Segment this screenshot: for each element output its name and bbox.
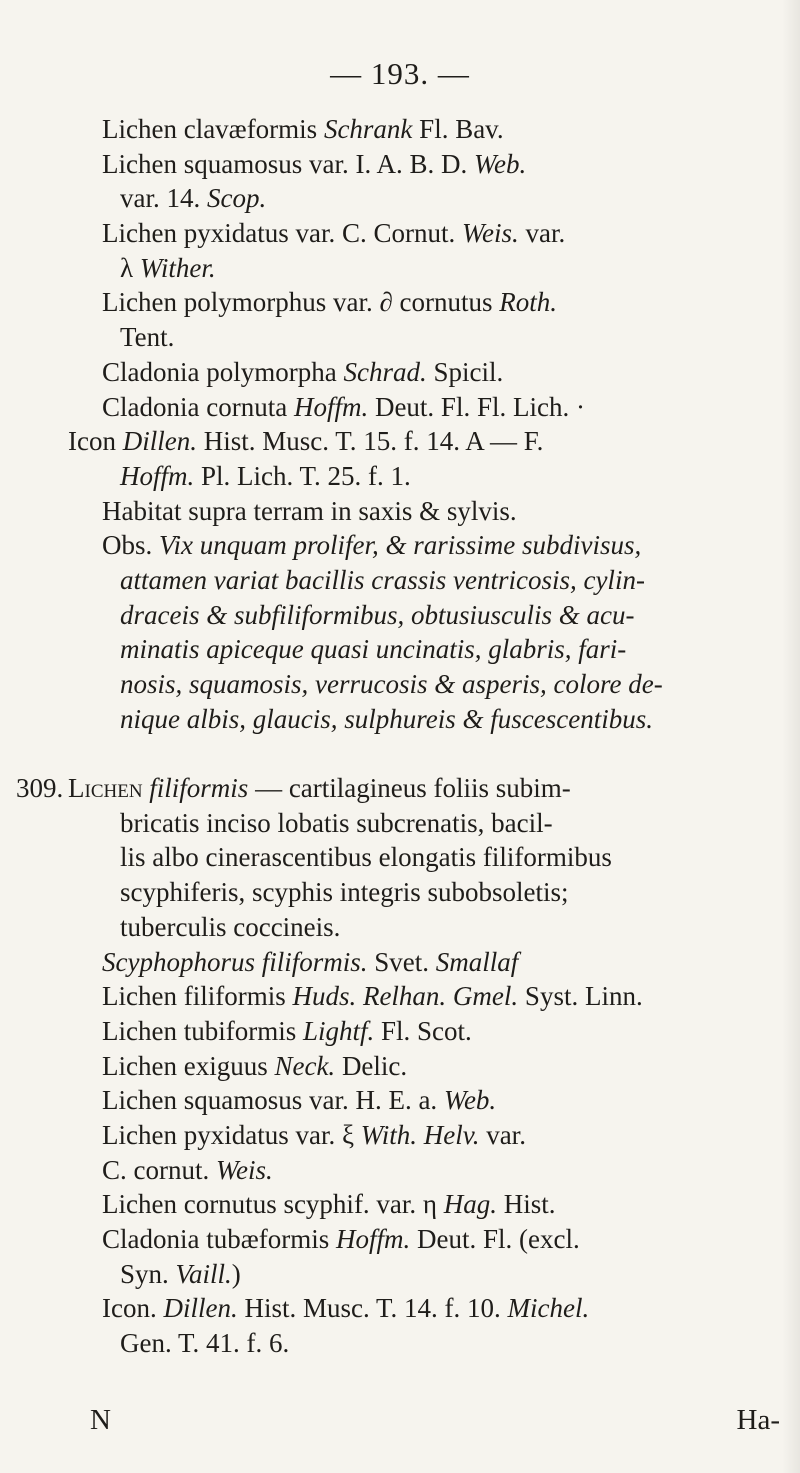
text-segment: Lichen cornutus scyphif. var. η [102, 1189, 444, 1220]
italic-text: Dillen. [122, 426, 197, 457]
text-segment: bricatis inciso lobatis subcrenatis, bacil- [120, 807, 553, 838]
text-line [68, 285, 773, 320]
text-segment: scyphiferis, scyphis integris subobsoletis; [120, 877, 569, 908]
text-segment: Lichen [68, 773, 150, 804]
text-line [68, 1083, 773, 1118]
text-line [68, 1291, 773, 1326]
text-segment: Lichen clavæformis [102, 114, 324, 144]
text-segment: Lichen polymorphus var. ∂ cornutus [102, 287, 500, 318]
text-segment: Icon [68, 426, 123, 457]
text-segment: Cladonia polymorpha [102, 356, 344, 387]
line-gap [68, 736, 773, 771]
text-segment: Deut. Fl. Fl. Lich. · [368, 391, 585, 422]
italic-text: Vaill. [175, 1258, 232, 1289]
italic-text: Web. [473, 148, 527, 179]
italic-text: Schrank [323, 114, 413, 144]
text-segment: var. 14. [120, 183, 207, 214]
text-segment: Hist. Musc. T. 15. f. 14. A — F. [196, 426, 544, 457]
text-segment: C. cornut. [102, 1154, 216, 1185]
italic-text: Michel. [507, 1293, 590, 1324]
italic-text: Web. [443, 1085, 497, 1116]
text-line [68, 875, 773, 910]
text-line [68, 181, 773, 216]
text-segment: Cladonia tubæformis [102, 1224, 336, 1254]
text-line [68, 251, 773, 286]
text-line [68, 320, 773, 355]
italic-text: nosis, squamosis, verrucosis & asperis, colore de- [120, 669, 663, 699]
text-segment: Lichen squamosus var. H. E. a. [102, 1085, 444, 1116]
page-edge [782, 0, 800, 1473]
text-segment: Icon. [102, 1293, 164, 1324]
italic-text: Hag. [443, 1189, 498, 1220]
text-line [68, 910, 773, 945]
text-segment: Syn. [120, 1258, 176, 1289]
italic-text: With. Helv. [360, 1119, 480, 1150]
text-segment: Fl. Scot. [374, 1015, 472, 1046]
text-line [68, 979, 773, 1014]
text-line [16, 771, 773, 806]
text-segment: Deut. Fl. (excl. [410, 1224, 580, 1254]
text-line [68, 1257, 773, 1292]
text-line [68, 112, 773, 147]
text-line [68, 806, 773, 841]
text-line [68, 1326, 773, 1361]
italic-text: Dillen. [163, 1293, 238, 1324]
text-segment: Syst. Linn. [518, 981, 643, 1012]
text-line [68, 147, 773, 182]
text-segment: lis albo cinerascentibus elongatis filiformibus [120, 842, 612, 873]
text-line [68, 528, 773, 563]
italic-text: Vix unquam prolifer, & rarissime subdivisus, [159, 530, 642, 561]
text-line [68, 598, 773, 633]
text-segment: ) [231, 1258, 241, 1289]
catchword: Ha- [736, 1404, 780, 1436]
text-line [68, 945, 773, 980]
entry-number: 309. [16, 773, 64, 804]
page-number: — 193. — [330, 56, 470, 91]
text-line [68, 1222, 773, 1257]
italic-text: nique albis, glaucis, sulphureis & fuscescentibus. [120, 703, 653, 734]
text-line [68, 1153, 773, 1188]
text-segment: Delic. [335, 1050, 408, 1081]
text-block [16, 112, 773, 1361]
text-line [68, 563, 773, 598]
text-segment: Habitat supra terram in saxis & sylvis. [102, 495, 517, 526]
italic-text: Neck. [274, 1050, 336, 1081]
text-line [68, 459, 773, 494]
text-line [68, 424, 773, 459]
text-segment: Lichen filiformis [102, 981, 293, 1012]
italic-text: Smallaf [435, 946, 519, 977]
italic-text: Weis. [461, 218, 519, 249]
text-line [68, 390, 773, 425]
text-segment: Lichen pyxidatus var. C. Cornut. [102, 218, 462, 249]
text-segment: λ [120, 252, 140, 283]
text-segment: Gen. T. 41. f. 6. [120, 1328, 290, 1359]
text-line [68, 1014, 773, 1049]
text-segment: Cladonia cornuta [102, 391, 294, 422]
italic-text: Scyphophorus filiformis. [102, 946, 368, 977]
text-segment: Svet. [367, 946, 436, 977]
italic-text: attamen variat bacillis crassis ventricosis, cylin- [120, 564, 645, 595]
text-segment: Lichen pyxidatus var. ξ [102, 1119, 361, 1150]
text-line [68, 1049, 773, 1084]
text-line [68, 702, 773, 737]
italic-text: minatis apiceque quasi uncinatis, glabris, fari- [120, 634, 627, 665]
text-segment: Pl. Lich. T. 25. f. 1. [194, 460, 411, 491]
italic-text: Roth. [499, 287, 558, 318]
text-segment: Hist. [497, 1189, 556, 1220]
text-segment: tuberculis coccineis. [120, 911, 341, 942]
text-line [68, 840, 773, 875]
text-segment: Lichen squamosus var. I. A. B. D. [102, 148, 474, 179]
italic-text: Hoffm. [120, 460, 195, 491]
text-line [68, 216, 773, 251]
text-segment: Tent. [120, 322, 175, 353]
italic-text: draceis & subfiliformibus, obtusiusculis & acu- [120, 599, 635, 630]
text-line [68, 355, 773, 390]
text-segment: Obs. [102, 530, 160, 561]
italic-text: filiformis [149, 773, 249, 804]
italic-text: Huds. Relhan. Gmel. [292, 981, 519, 1012]
text-line [68, 632, 773, 667]
text-segment: — cartilagineus foliis subim- [248, 773, 571, 804]
italic-text: Hoffm. [335, 1224, 411, 1254]
italic-text: Schrad. [343, 356, 427, 387]
italic-text: Lightf. [302, 1015, 375, 1046]
italic-text: Wither. [139, 252, 216, 283]
text-segment: Lichen tubiformis [102, 1015, 303, 1046]
italic-text: Hoffm. [293, 391, 369, 422]
text-segment: Hist. Musc. T. 14. f. 10. [237, 1293, 508, 1324]
text-line [68, 667, 773, 702]
text-line [68, 1118, 773, 1153]
text-segment: var. [518, 218, 566, 249]
text-line [68, 1187, 773, 1222]
italic-text: Scop. [207, 183, 267, 214]
text-segment: Spicil. [426, 356, 504, 387]
text-segment: Lichen exiguus [102, 1050, 275, 1081]
text-line [68, 494, 773, 529]
italic-text: Weis. [216, 1154, 273, 1185]
text-segment: var. [479, 1119, 526, 1150]
text-segment: Fl. Bav. [412, 114, 504, 144]
signature-mark: N [90, 1404, 111, 1436]
